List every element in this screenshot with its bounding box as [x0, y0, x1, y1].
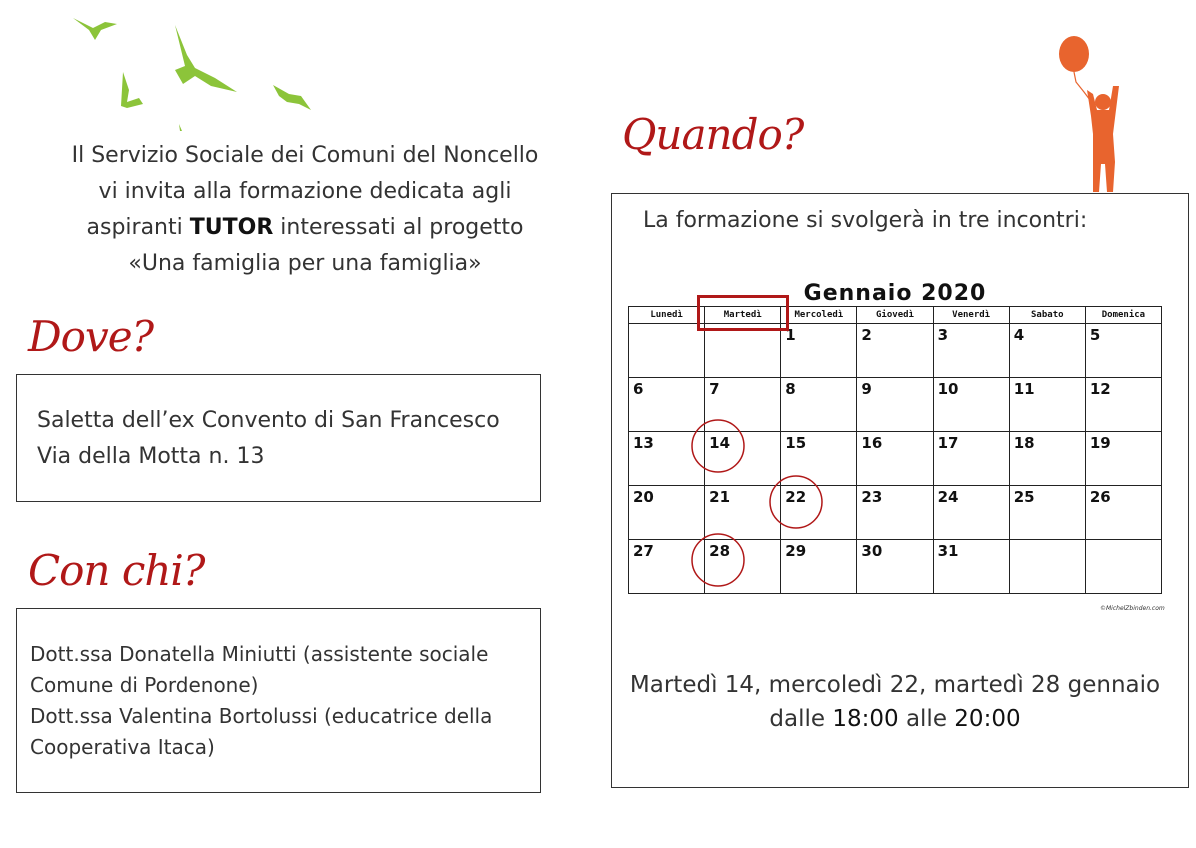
calendar-day-header: Domenica	[1085, 307, 1161, 324]
dove-line-1: Saletta dell’ex Convento di San Francesco	[37, 408, 500, 433]
calendar-day-header: Lunedì	[629, 307, 705, 324]
quando-dates-line: Martedì 14, mercoledì 22, martedì 28 gennaio	[629, 672, 1161, 698]
calendar-day-cell: 29	[781, 540, 857, 594]
intro-line-3-pre: aspiranti	[86, 215, 190, 240]
calendar-day-cell: 20	[629, 486, 705, 540]
con-chi-line-3: Dott.ssa Valentina Bortolussi (educatrice della	[30, 704, 493, 728]
time-pre: dalle	[769, 706, 833, 732]
con-chi-line-4: Cooperativa Itaca)	[30, 735, 215, 759]
calendar-day-cell: 17	[933, 432, 1009, 486]
calendar-day-cell: 22	[781, 486, 857, 540]
calendar-day-cell: 26	[1085, 486, 1161, 540]
con-chi-line-2: Comune di Pordenone)	[30, 673, 259, 697]
calendar-day-cell: 21	[705, 486, 781, 540]
calendar-day-header: Sabato	[1009, 307, 1085, 324]
calendar-day-cell: 15	[781, 432, 857, 486]
calendar-week	[629, 432, 1162, 486]
calendar-day-cell: 27	[629, 540, 705, 594]
calendar-day-cell: 18	[1009, 432, 1085, 486]
calendar-day-cell: 30	[857, 540, 933, 594]
calendar-day-cell: 7	[705, 378, 781, 432]
intro-line-3-post: interessati al progetto	[273, 215, 524, 240]
con-chi-heading: Con chi?	[28, 546, 205, 595]
calendar-day-cell: 19	[1085, 432, 1161, 486]
calendar-day-cell: 11	[1009, 378, 1085, 432]
calendar-day-cell: 23	[857, 486, 933, 540]
quando-time-line	[611, 702, 1179, 736]
birds-icon	[65, 10, 325, 135]
quando-intro: La formazione si svolgerà in tre incontri:	[643, 208, 1088, 233]
calendar-title: Gennaio 2020	[803, 281, 987, 306]
quando-heading: Quando?	[622, 110, 804, 159]
time-mid: alle	[898, 706, 955, 732]
calendar-day-header: Martedì	[705, 307, 781, 324]
calendar-day-cell	[1009, 540, 1085, 594]
calendar-day-header: Mercoledì	[781, 307, 857, 324]
calendar-day-cell: 31	[933, 540, 1009, 594]
calendar-grid	[628, 306, 1162, 594]
intro-line-3	[40, 210, 570, 246]
calendar-day-cell	[629, 324, 705, 378]
calendar-day-cell: 16	[857, 432, 933, 486]
calendar-day-cell: 3	[933, 324, 1009, 378]
time-from: 18:00	[832, 706, 899, 732]
dove-heading: Dove?	[28, 312, 154, 361]
tutor-keyword: TUTOR	[189, 215, 274, 240]
quando-dates	[611, 668, 1179, 736]
con-chi-line-1: Dott.ssa Donatella Miniutti (assistente sociale	[30, 642, 489, 666]
calendar-day-cell: 6	[629, 378, 705, 432]
calendar-day-cell: 28	[705, 540, 781, 594]
calendar-week	[629, 540, 1162, 594]
time-to: 20:00	[954, 706, 1021, 732]
calendar-day-cell: 2	[857, 324, 933, 378]
dove-line-2: Via della Motta n. 13	[37, 444, 265, 469]
calendar-day-cell: 14	[705, 432, 781, 486]
calendar-day-header: Venerdì	[933, 307, 1009, 324]
calendar-day-cell: 10	[933, 378, 1009, 432]
calendar-day-cell: 13	[629, 432, 705, 486]
child-balloon-icon	[1055, 34, 1125, 194]
calendar-day-cell: 24	[933, 486, 1009, 540]
intro-line-4: «Una famiglia per una famiglia»	[128, 251, 482, 276]
calendar-credit: ©MichelZbinden.com	[1100, 605, 1165, 612]
calendar-week	[629, 486, 1162, 540]
martedi-highlight-box	[697, 295, 789, 331]
calendar-day-cell: 1	[781, 324, 857, 378]
intro-line-1: Il Servizio Sociale dei Comuni del Noncello	[71, 143, 539, 168]
intro-text	[40, 138, 570, 282]
calendar-day-cell	[1085, 540, 1161, 594]
calendar-day-cell	[705, 324, 781, 378]
dove-box	[16, 374, 541, 502]
calendar-week	[629, 324, 1162, 378]
calendar-day-cell: 5	[1085, 324, 1161, 378]
calendar-day-cell: 9	[857, 378, 933, 432]
calendar-week	[629, 378, 1162, 432]
calendar-day-cell: 8	[781, 378, 857, 432]
calendar-day-cell: 12	[1085, 378, 1161, 432]
calendar-day-cell: 25	[1009, 486, 1085, 540]
calendar-day-cell: 4	[1009, 324, 1085, 378]
calendar-day-header: Giovedì	[857, 307, 933, 324]
con-chi-box	[16, 608, 541, 793]
intro-line-2: vi invita alla formazione dedicata agli	[98, 179, 512, 204]
